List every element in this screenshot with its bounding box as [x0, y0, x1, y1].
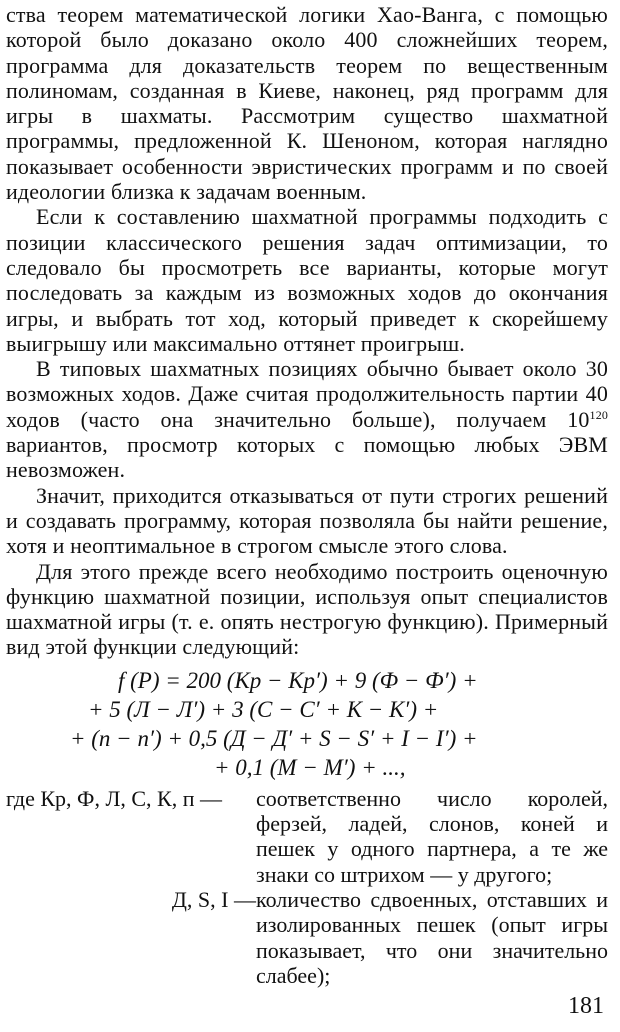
paragraph-1: ства теорем математической логики Хао-Ванга, с помощью которой было доказано около 400 сложнейших теорем, программа для доказательств теорем по вещественным полиномам, созданная в Киеве, наконец, ряд программ для игры в шахматы. Рассмотрим существо шахматной программы, предложенной К. Шеноном, которая наглядно показывает особенности эвристических программ и по своей идеологии близка к задачам военным.: [6, 2, 608, 205]
definition-text: соответственно число королей, ферзей, ладей, слонов, коней и пешек у одного партнера, а те же знаки со штрихом — у другого;: [256, 785, 608, 887]
definition-term: Д, S, I —: [171, 886, 256, 912]
definition-term: где Кр, Ф, Л, С, К, п —: [6, 785, 222, 811]
definitions: [6, 786, 608, 988]
exponent: 120: [589, 407, 608, 422]
formula-line: + 0,1 (M − M′) + ...,: [214, 754, 406, 780]
page-number: 181: [568, 993, 604, 1019]
definition-item: [6, 887, 608, 988]
paragraph-5: Для этого прежде всего необходимо построить оценочную функцию шахматной позиции, используя опыт специалистов шахматной игры (т. е. опять нестрогую функцию). Примерный вид этой функции следующий:: [6, 558, 608, 660]
formula-line: + (п − п′) + 0,5 (Д − Д′ + S − S′ + I − I′) +: [70, 725, 478, 751]
formula-line: f (P) = 200 (Кр − Кр′) + 9 (Ф − Ф′) +: [118, 667, 478, 693]
evaluation-formula: [6, 666, 608, 782]
paragraph-3-text-end: вариантов, просмотр которых с помощью любых ЭВМ невозможен.: [6, 432, 608, 483]
definition-item: [6, 786, 608, 887]
definition-text: количество сдвоенных, отставших и изолированных пешек (опыт игры показывает, что они значительно слабее);: [256, 886, 608, 988]
formula-line: + 5 (Л − Л′) + 3 (С − С′ + К − К′) +: [88, 696, 439, 722]
paragraph-3: [6, 356, 608, 482]
paragraph-2: Если к составлению шахматной программы подходить с позиции классического решения задач оптимизации, то следовало бы просмотреть все варианты, которые могут последовать за каждым из возможных ходов до окончания игры, и выбрать тот ход, который приведет к скорейшему выигрышу или максимально оттянет проигрыш.: [6, 204, 608, 356]
paragraph-4: Значит, приходится отказываться от пути строгих решений и создавать программу, которая позволяла бы найти решение, хотя и неоптимальное в строгом смысле этого слова.: [6, 482, 608, 559]
paragraph-3-text: В типовых шахматных позициях обычно бывает около 30 возможных ходов. Даже считая продолжительность партии 40 ходов (часто она значительно больше), получаем 10: [6, 356, 608, 432]
